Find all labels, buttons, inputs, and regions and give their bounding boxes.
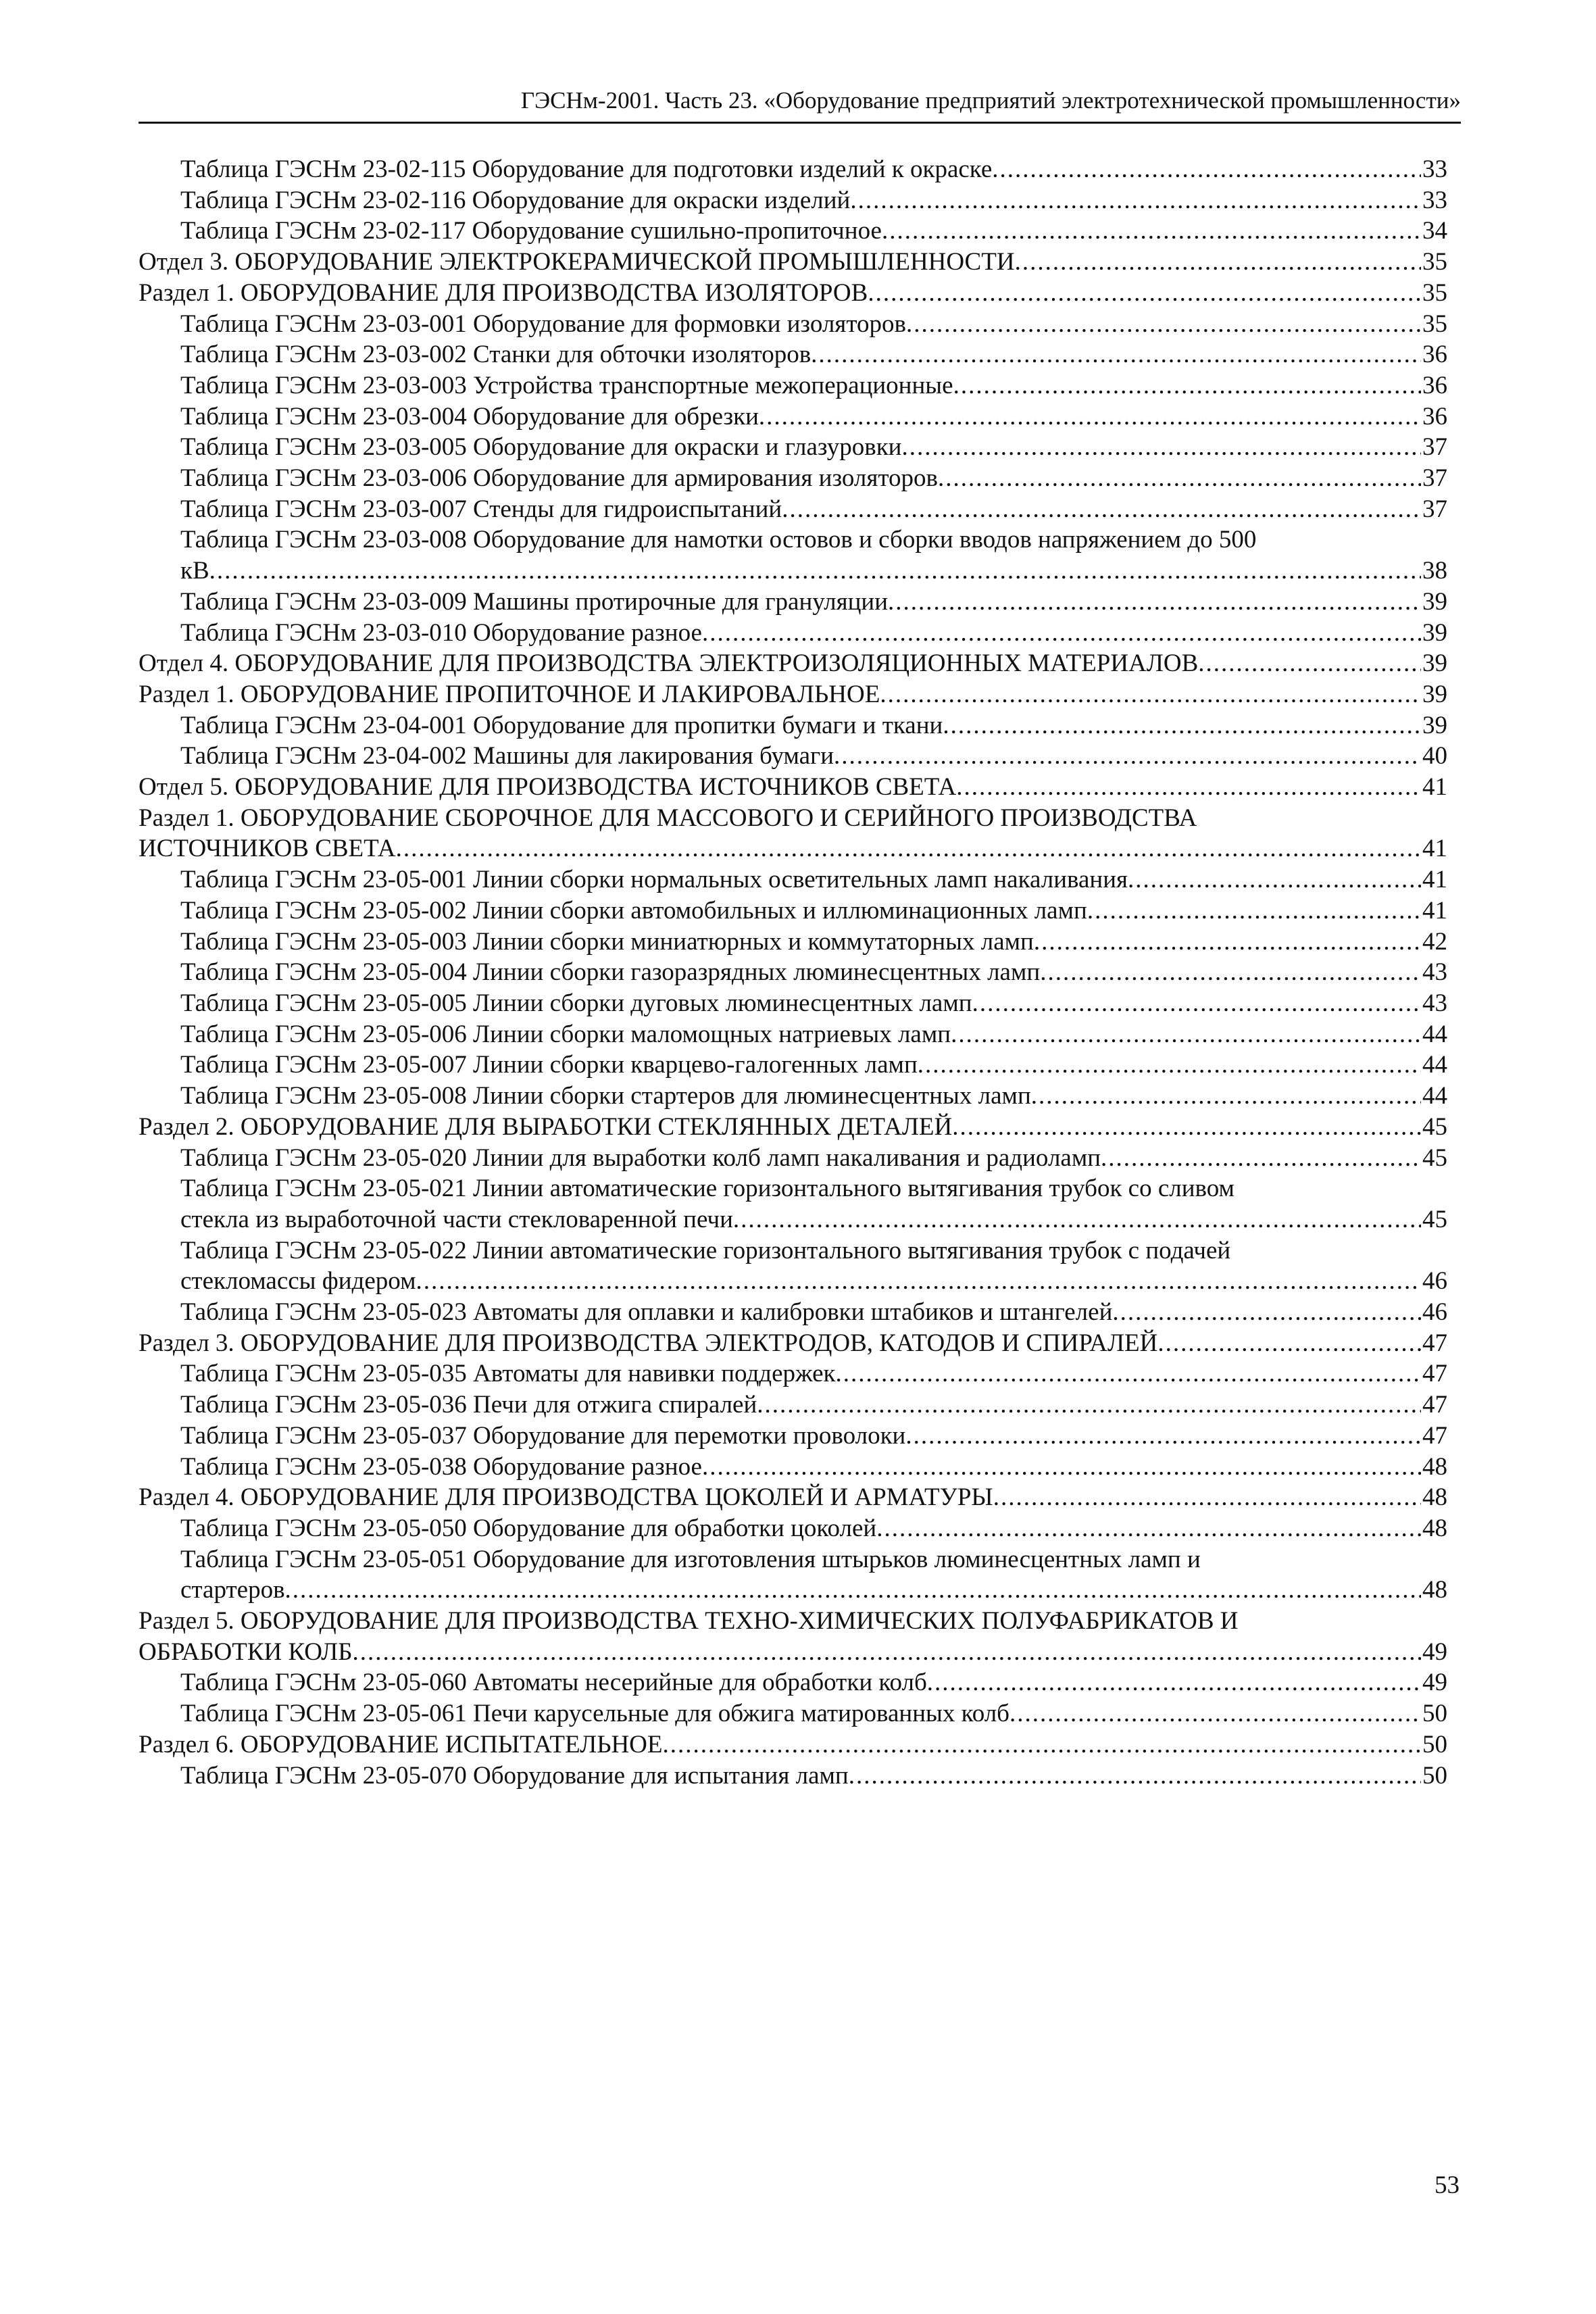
toc-entry-page: 42 — [1422, 927, 1447, 956]
toc-entry-page: 41 — [1422, 866, 1447, 894]
toc-table-entry[interactable] — [139, 216, 1447, 247]
toc-table-entry[interactable] — [139, 1081, 1447, 1112]
toc-dot-leader — [416, 1266, 1421, 1297]
toc-entry-title: Раздел 6. ОБОРУДОВАНИЕ ИСПЫТАТЕЛЬНОЕ — [139, 1730, 663, 1758]
toc-dot-leader — [1198, 648, 1421, 679]
toc-section-entry[interactable] — [139, 1482, 1447, 1513]
toc-entry-title: Таблица ГЭСНм 23-03-008 Оборудование для намотки остовов и сборки вводов напряжением до 500 — [180, 526, 1257, 554]
toc-entry-title: Таблица ГЭСНм 23-05-037 Оборудование для перемотки проволоки — [180, 1421, 906, 1450]
toc-dot-leader — [972, 988, 1421, 1019]
toc-entry-page: 49 — [1422, 1638, 1447, 1666]
toc-dot-leader — [1128, 864, 1421, 895]
toc-entry-page: 45 — [1422, 1143, 1447, 1172]
toc-entry-page: 37 — [1422, 495, 1447, 523]
toc-entry-page: 48 — [1422, 1483, 1447, 1512]
toc-dot-leader — [882, 216, 1421, 247]
toc-dot-leader — [992, 154, 1421, 185]
toc-dot-leader — [1087, 895, 1421, 927]
toc-entry-title: Таблица ГЭСНм 23-03-005 Оборудование для окраски и глазуровки — [180, 433, 902, 462]
toc-entry-title: Таблица ГЭСНм 23-05-051 Оборудование для изготовления штырьков люминесцентных ламп и — [180, 1545, 1201, 1573]
toc-entry-title: Таблица ГЭСНм 23-02-117 Оборудование сушильно-пропиточное — [180, 217, 882, 245]
toc-dot-leader — [702, 618, 1421, 649]
toc-entry-page: 37 — [1422, 433, 1447, 462]
toc-entry-last-line — [180, 1266, 1447, 1297]
toc-table-entry[interactable] — [139, 494, 1447, 525]
toc-section-entry[interactable] — [139, 803, 1447, 864]
toc-table-entry[interactable] — [139, 185, 1447, 216]
toc-entry-title: Таблица ГЭСНм 23-03-003 Устройства транспортные межоперационные — [180, 371, 953, 399]
toc-entry-last-line — [139, 1637, 1447, 1668]
toc-entry-title: Таблица ГЭСНм 23-04-001 Оборудование для пропитки бумаги и ткани — [180, 711, 943, 739]
toc-entry-page: 41 — [1422, 896, 1447, 925]
toc-table-entry[interactable] — [139, 309, 1447, 340]
toc-entry-page: 45 — [1422, 1112, 1447, 1141]
toc-dot-leader — [849, 1761, 1421, 1792]
toc-dot-leader — [1040, 957, 1421, 988]
toc-entry-last-line — [139, 833, 1447, 864]
toc-dot-leader — [1009, 1698, 1421, 1729]
toc-dot-leader — [850, 185, 1421, 216]
toc-table-entry[interactable] — [139, 587, 1447, 618]
toc-table-entry[interactable] — [139, 1544, 1447, 1606]
toc-dot-leader — [956, 772, 1421, 803]
toc-dot-leader — [782, 494, 1421, 525]
toc-entry-page: 39 — [1422, 618, 1447, 647]
toc-table-entry[interactable] — [139, 1358, 1447, 1389]
toc-dot-leader — [811, 339, 1421, 370]
running-header — [139, 80, 1461, 124]
toc-entry-page: 49 — [1422, 1669, 1447, 1697]
toc-entry-page: 41 — [1422, 835, 1447, 863]
toc-part-entry[interactable] — [139, 772, 1447, 803]
toc-entry-title: Отдел 5. ОБОРУДОВАНИЕ ДЛЯ ПРОИЗВОДСТВА ИСТОЧНИКОВ СВЕТА — [139, 773, 957, 802]
toc-table-entry[interactable] — [139, 1019, 1447, 1050]
toc-entry-title: Отдел 3. ОБОРУДОВАНИЕ ЭЛЕКТРОКЕРАМИЧЕСКОЙ ПРОМЫШЛЕННОСТИ — [139, 248, 1015, 276]
toc-dot-leader — [880, 679, 1421, 710]
toc-table-entry[interactable] — [139, 401, 1447, 433]
toc-part-entry[interactable] — [139, 648, 1447, 679]
toc-entry-page: 36 — [1422, 371, 1447, 399]
toc-dot-leader — [757, 1389, 1421, 1421]
toc-table-entry[interactable] — [139, 618, 1447, 649]
toc-entry-page: 33 — [1422, 186, 1447, 214]
toc-entry-page: 44 — [1422, 1082, 1447, 1110]
toc-table-entry[interactable] — [139, 710, 1447, 741]
toc-table-entry[interactable] — [139, 1761, 1447, 1792]
toc-entry-title: Таблица ГЭСНм 23-05-022 Линии автоматические горизонтального вытягивания трубок с подачей — [180, 1236, 1231, 1264]
toc-table-entry[interactable] — [139, 1452, 1447, 1483]
toc-dot-leader — [1112, 1297, 1421, 1328]
toc-dot-leader — [1034, 927, 1421, 958]
toc-entry-title: Таблица ГЭСНм 23-03-009 Машины протирочные для грануляции — [180, 587, 889, 616]
toc-entry-title: Таблица ГЭСНм 23-05-002 Линии сборки автомобильных и иллюминационных ламп — [180, 896, 1087, 925]
toc-section-entry[interactable] — [139, 278, 1447, 309]
toc-entry-page: 48 — [1422, 1576, 1447, 1604]
toc-entry-title: Таблица ГЭСНм 23-03-006 Оборудование для армирования изоляторов — [180, 464, 939, 493]
toc-entry-page: 47 — [1422, 1421, 1447, 1450]
toc-entry-page: 48 — [1422, 1452, 1447, 1481]
toc-entry-title: Таблица ГЭСНм 23-05-006 Линии сборки маломощных натриевых ламп — [180, 1020, 951, 1048]
toc-entry-title: Таблица ГЭСНм 23-03-001 Оборудование для формовки изоляторов — [180, 310, 906, 338]
toc-table-entry[interactable] — [139, 1421, 1447, 1452]
toc-entry-title: Таблица ГЭСНм 23-05-021 Линии автоматические горизонтального вытягивания трубок со сливом — [180, 1175, 1235, 1203]
toc-table-entry[interactable] — [139, 1143, 1447, 1174]
toc-entry-page: 47 — [1422, 1391, 1447, 1419]
toc-entry-title: Таблица ГЭСНм 23-03-010 Оборудование разное — [180, 618, 702, 647]
toc-table-entry[interactable] — [139, 524, 1447, 586]
toc-entry-title: Таблица ГЭСНм 23-03-002 Станки для обточки изоляторов — [180, 341, 812, 369]
toc-entry-page: 43 — [1422, 958, 1447, 987]
toc-dot-leader — [662, 1729, 1421, 1761]
toc-table-entry[interactable] — [139, 1667, 1447, 1698]
toc-entry-title: Таблица ГЭСНм 23-05-038 Оборудование разное — [180, 1452, 702, 1481]
toc-entry-page: 50 — [1422, 1700, 1447, 1728]
toc-section-entry[interactable] — [139, 1729, 1447, 1761]
toc-dot-leader — [938, 463, 1421, 494]
toc-entry-title: Таблица ГЭСНм 23-05-035 Автоматы для навивки поддержек — [180, 1360, 836, 1388]
toc-dot-leader — [209, 556, 1421, 587]
toc-section-entry[interactable] — [139, 1328, 1447, 1359]
toc-dot-leader — [834, 741, 1421, 772]
toc-dot-leader — [943, 710, 1421, 741]
toc-dot-leader — [836, 1358, 1422, 1389]
toc-entry-page: 38 — [1422, 557, 1447, 585]
toc-dot-leader — [759, 401, 1421, 433]
toc-entry-title: Таблица ГЭСНм 23-05-060 Автоматы несерийные для обработки колб — [180, 1669, 927, 1697]
toc-entry-page: 47 — [1422, 1329, 1447, 1357]
toc-table-entry[interactable] — [139, 741, 1447, 772]
toc-table-entry[interactable] — [139, 1389, 1447, 1421]
toc-entry-title: Таблица ГЭСНм 23-05-001 Линии сборки нормальных осветительных ламп накаливания — [180, 866, 1128, 894]
toc-table-entry[interactable] — [139, 1297, 1447, 1328]
toc-entry-title: Таблица ГЭСНм 23-02-115 Оборудование для подготовки изделий к окраске — [180, 155, 993, 183]
toc-entry-title-continued: стекломассы фидером — [180, 1267, 416, 1296]
toc-entry-title: Таблица ГЭСНм 23-05-036 Печи для отжига спиралей — [180, 1391, 757, 1419]
toc-entry-title: Таблица ГЭСНм 23-05-050 Оборудование для обработки цоколей — [180, 1514, 877, 1542]
toc-dot-leader — [906, 309, 1421, 340]
toc-entry-last-line — [180, 1575, 1447, 1606]
toc-entry-page: 47 — [1422, 1360, 1447, 1388]
toc-entry-page: 44 — [1422, 1020, 1447, 1048]
toc-section-entry[interactable] — [139, 1112, 1447, 1143]
toc-table-entry[interactable] — [139, 864, 1447, 895]
toc-entry-page: 36 — [1422, 341, 1447, 369]
toc-dot-leader — [1157, 1328, 1421, 1359]
toc-dot-leader — [352, 1637, 1421, 1668]
toc-entry-page: 41 — [1422, 773, 1447, 802]
toc-entry-title: Таблица ГЭСНм 23-05-008 Линии сборки стартеров для люминесцентных ламп — [180, 1082, 1031, 1110]
toc-entry-page: 35 — [1422, 278, 1447, 307]
table-of-contents — [139, 154, 1447, 1791]
toc-dot-leader — [1101, 1143, 1421, 1174]
toc-part-entry[interactable] — [139, 247, 1447, 278]
toc-entry-page: 43 — [1422, 989, 1447, 1017]
toc-entry-title: Раздел 4. ОБОРУДОВАНИЕ ДЛЯ ПРОИЗВОДСТВА ЦОКОЛЕЙ И АРМАТУРЫ — [139, 1483, 993, 1512]
toc-entry-title: Раздел 1. ОБОРУДОВАНИЕ СБОРОЧНОЕ ДЛЯ МАССОВОГО И СЕРИЙНОГО ПРОИЗВОДСТВА — [139, 804, 1197, 832]
toc-table-entry[interactable] — [139, 957, 1447, 988]
toc-table-entry[interactable] — [139, 1513, 1447, 1544]
toc-dot-leader — [918, 1050, 1421, 1081]
toc-entry-page: 39 — [1422, 680, 1447, 708]
toc-entry-page: 46 — [1422, 1267, 1447, 1296]
toc-dot-leader — [901, 432, 1421, 463]
toc-entry-last-line — [180, 556, 1447, 587]
running-header-text: ГЭСНм-2001. Часть 23. «Оборудование предприятий электротехнической промышленности» — [520, 87, 1461, 114]
toc-entry-title: Раздел 1. ОБОРУДОВАНИЕ ДЛЯ ПРОИЗВОДСТВА ИЗОЛЯТОРОВ — [139, 278, 868, 307]
toc-table-entry[interactable] — [139, 1050, 1447, 1081]
toc-entry-page: 50 — [1422, 1730, 1447, 1758]
toc-entry-page: 35 — [1422, 248, 1447, 276]
toc-entry-page: 33 — [1422, 155, 1447, 183]
toc-dot-leader — [702, 1452, 1421, 1483]
toc-entry-page: 37 — [1422, 464, 1447, 493]
toc-entry-page: 35 — [1422, 310, 1447, 338]
toc-dot-leader — [733, 1204, 1421, 1235]
toc-entry-title: Таблица ГЭСНм 23-05-003 Линии сборки миниатюрных и коммутаторных ламп — [180, 927, 1034, 956]
toc-entry-title-continued: стартеров — [180, 1576, 285, 1604]
toc-entry-title: Таблица ГЭСНм 23-05-004 Линии сборки газоразрядных люминесцентных ламп — [180, 958, 1041, 987]
toc-table-entry[interactable] — [139, 370, 1447, 401]
toc-table-entry[interactable] — [139, 988, 1447, 1019]
toc-entry-page: 39 — [1422, 587, 1447, 616]
toc-entry-title: Таблица ГЭСНм 23-04-002 Машины для лакирования бумаги — [180, 742, 834, 770]
toc-entry-title: Таблица ГЭСНм 23-03-004 Оборудование для обрезки — [180, 402, 759, 430]
page-number: 53 — [1435, 2171, 1460, 2199]
toc-entry-title: Таблица ГЭСНм 23-05-070 Оборудование для испытания ламп — [180, 1761, 849, 1790]
toc-table-entry[interactable] — [139, 339, 1447, 370]
toc-entry-title-continued: ИСТОЧНИКОВ СВЕТА — [139, 835, 396, 863]
toc-entry-page: 48 — [1422, 1514, 1447, 1542]
toc-entry-title: Таблица ГЭСНм 23-02-116 Оборудование для окраски изделий — [180, 186, 851, 214]
toc-dot-leader — [285, 1575, 1421, 1606]
toc-dot-leader — [1031, 1081, 1421, 1112]
toc-entry-title: Отдел 4. ОБОРУДОВАНИЕ ДЛЯ ПРОИЗВОДСТВА ЭЛЕКТРОИЗОЛЯЦИОННЫХ МАТЕРИАЛОВ — [139, 649, 1199, 678]
toc-entry-title: Таблица ГЭСНм 23-03-007 Стенды для гидроиспытаний — [180, 495, 782, 523]
toc-entry-title: Раздел 1. ОБОРУДОВАНИЕ ПРОПИТОЧНОЕ И ЛАКИРОВАЛЬНОЕ — [139, 680, 880, 708]
toc-entry-page: 50 — [1422, 1761, 1447, 1790]
toc-dot-leader — [876, 1513, 1421, 1544]
toc-table-entry[interactable] — [139, 1173, 1447, 1235]
toc-table-entry[interactable] — [139, 432, 1447, 463]
toc-dot-leader — [905, 1421, 1421, 1452]
toc-table-entry[interactable] — [139, 1698, 1447, 1729]
toc-entry-title: Таблица ГЭСНм 23-05-023 Автоматы для оплавки и калибровки штабиков и штангелей — [180, 1298, 1113, 1327]
toc-section-entry[interactable] — [139, 679, 1447, 710]
toc-dot-leader — [953, 370, 1421, 401]
toc-entry-page: 40 — [1422, 742, 1447, 770]
toc-entry-title-continued: стекла из выработочной части стекловаренной печи — [180, 1205, 733, 1233]
toc-entry-page: 44 — [1422, 1051, 1447, 1079]
toc-dot-leader — [927, 1667, 1421, 1698]
toc-entry-page: 39 — [1422, 649, 1447, 678]
toc-table-entry[interactable] — [139, 927, 1447, 958]
toc-entry-title: Таблица ГЭСНм 23-05-007 Линии сборки кварцево-галогенных ламп — [180, 1051, 918, 1079]
toc-entry-title-continued: ОБРАБОТКИ КОЛБ — [139, 1638, 353, 1666]
toc-dot-leader — [396, 833, 1421, 864]
toc-dot-leader — [868, 278, 1421, 309]
toc-entry-page: 46 — [1422, 1298, 1447, 1327]
toc-dot-leader — [952, 1112, 1421, 1143]
toc-section-entry[interactable] — [139, 1606, 1447, 1667]
toc-entry-title: Таблица ГЭСНм 23-05-061 Печи карусельные для обжига матированных колб — [180, 1700, 1009, 1728]
toc-entry-title: Таблица ГЭСНм 23-05-020 Линии для выработки колб ламп накаливания и радиоламп — [180, 1143, 1101, 1172]
toc-entry-title-continued: кВ — [180, 557, 209, 585]
toc-entry-page: 34 — [1422, 217, 1447, 245]
toc-entry-page: 45 — [1422, 1205, 1447, 1233]
toc-entry-last-line — [180, 1204, 1447, 1235]
toc-table-entry[interactable] — [139, 154, 1447, 185]
toc-table-entry[interactable] — [139, 1235, 1447, 1297]
toc-entry-page: 36 — [1422, 402, 1447, 430]
toc-table-entry[interactable] — [139, 895, 1447, 927]
toc-table-entry[interactable] — [139, 463, 1447, 494]
toc-dot-leader — [1015, 247, 1421, 278]
toc-entry-title: Таблица ГЭСНм 23-05-005 Линии сборки дуговых люминесцентных ламп — [180, 989, 972, 1017]
toc-entry-title: Раздел 2. ОБОРУДОВАНИЕ ДЛЯ ВЫРАБОТКИ СТЕКЛЯННЫХ ДЕТАЛЕЙ — [139, 1112, 953, 1141]
toc-dot-leader — [951, 1019, 1421, 1050]
toc-entry-title: Раздел 5. ОБОРУДОВАНИЕ ДЛЯ ПРОИЗВОДСТВА ТЕХНО-ХИМИЧЕСКИХ ПОЛУФАБРИКАТОВ И — [139, 1607, 1239, 1635]
toc-dot-leader — [888, 587, 1421, 618]
toc-entry-page: 39 — [1422, 711, 1447, 739]
toc-entry-title: Раздел 3. ОБОРУДОВАНИЕ ДЛЯ ПРОИЗВОДСТВА ЭЛЕКТРОДОВ, КАТОДОВ И СПИРАЛЕЙ — [139, 1329, 1158, 1357]
toc-dot-leader — [993, 1482, 1421, 1513]
